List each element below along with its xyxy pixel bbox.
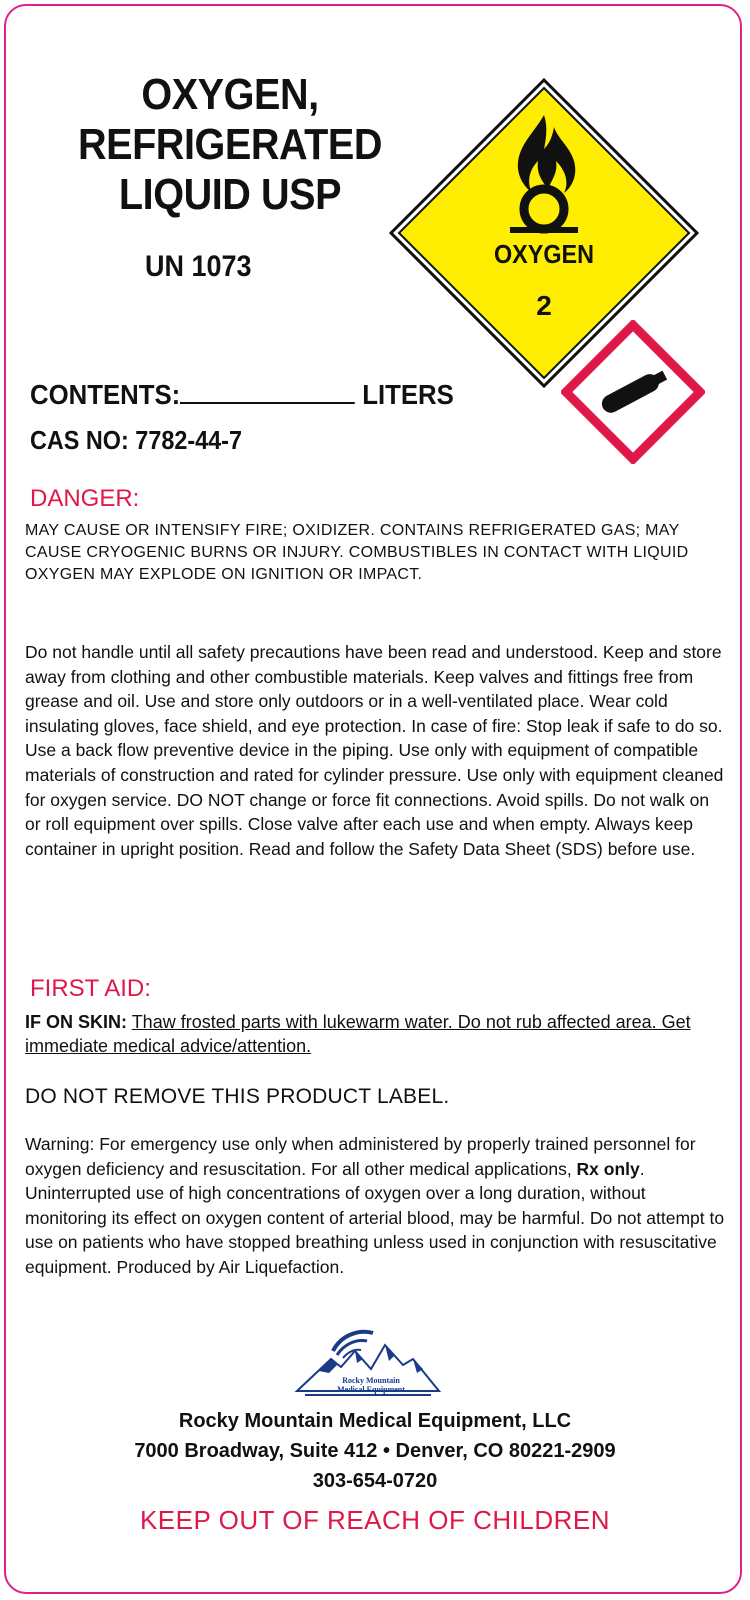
warning-paragraph [25,1132,725,1280]
contents-line [30,378,454,411]
first-aid-heading: FIRST AID: [30,975,151,1002]
first-aid-skin-text: Thaw frosted parts with lukewarm water. Do not rub affected area. Get immediate medical advice/attention. [25,1012,691,1056]
first-aid-skin-label: IF ON SKIN: [25,1012,127,1032]
contents-blank [180,378,355,404]
company-address: 7000 Broadway, Suite 412 • Denver, CO 80221-2909 [134,1440,616,1462]
cas-number: CAS NO: 7782-44-7 [30,425,242,455]
logo-text-line1: Rocky Mountain [342,1376,400,1385]
placard-class-number: 2 [536,290,552,321]
contents-unit: LITERS [362,379,454,410]
logo-text-line2: Medical Equipment [337,1385,405,1394]
title-line: REFRIGERATED [77,120,383,169]
company-phone: 303-654-0720 [312,1470,438,1492]
title-line: LIQUID USP [118,170,342,219]
ghs-gas-cylinder-pictogram [561,320,705,464]
danger-heading: DANGER: [30,485,140,512]
do-not-remove-notice: DO NOT REMOVE THIS PRODUCT LABEL. [25,1085,450,1108]
rx-only: Rx only [576,1158,640,1179]
un-number: UN 1073 [145,250,252,283]
first-aid-skin [25,1010,715,1058]
contents-label: CONTENTS: [30,379,181,410]
warning-text-before: Warning: For emergency use only when administered by properly trained personnel for oxygen deficiency and resuscitation. For all other medical applications, [25,1134,696,1179]
placard-label: OXYGEN [493,240,595,270]
keep-out-of-reach-warning: KEEP OUT OF REACH OF CHILDREN [139,1505,611,1535]
precautionary-statements: Do not handle until all safety precautions have been read and understood. Keep and store away from clothing and other combustible materials. Keep valves and fittings free from grease and oil. Use and store only outdoors or in a well-ventilated place. Wear cold insulating gloves, face shield, and eye protection. In case of fire: Stop leak if safe to do so. Use a back flow preventive device in the piping. Use only with equipment of compatible materials of construction and rated for cylinder pressure. Use only with equipment cleaned for oxygen service. DO NOT change or force fit connections. Avoid spills. Do not walk on or roll equipment over spills. Close valve after each use and when empty. Always keep container in upright position. Read and follow the Safety Data Sheet (SDS) before use. [25,642,724,859]
company-logo [293,1325,443,1400]
warning-text-after: . Uninterrupted use of high concentrations of oxygen over a long duration, without monitoring its effect on oxygen content of arterial blood, may be harmful. Do not attempt to use on patients who have stopped breathing unless used in conjunction with resuscitative equipment. Produced by Air Liquefaction. [25,1158,725,1277]
title-line: OXYGEN, [141,70,319,119]
product-title [50,70,410,220]
danger-statement: MAY CAUSE OR INTENSIFY FIRE; OXIDIZER. CONTAINS REFRIGERATED GAS; MAY CAUSE CRYOGENIC BURNS OR INJURY. COMBUSTIBLES IN CONTACT WITH LIQUID OXYGEN MAY EXPLODE ON IGNITION OR IMPACT. [25,522,689,583]
company-name: Rocky Mountain Medical Equipment, LLC [178,1410,572,1432]
